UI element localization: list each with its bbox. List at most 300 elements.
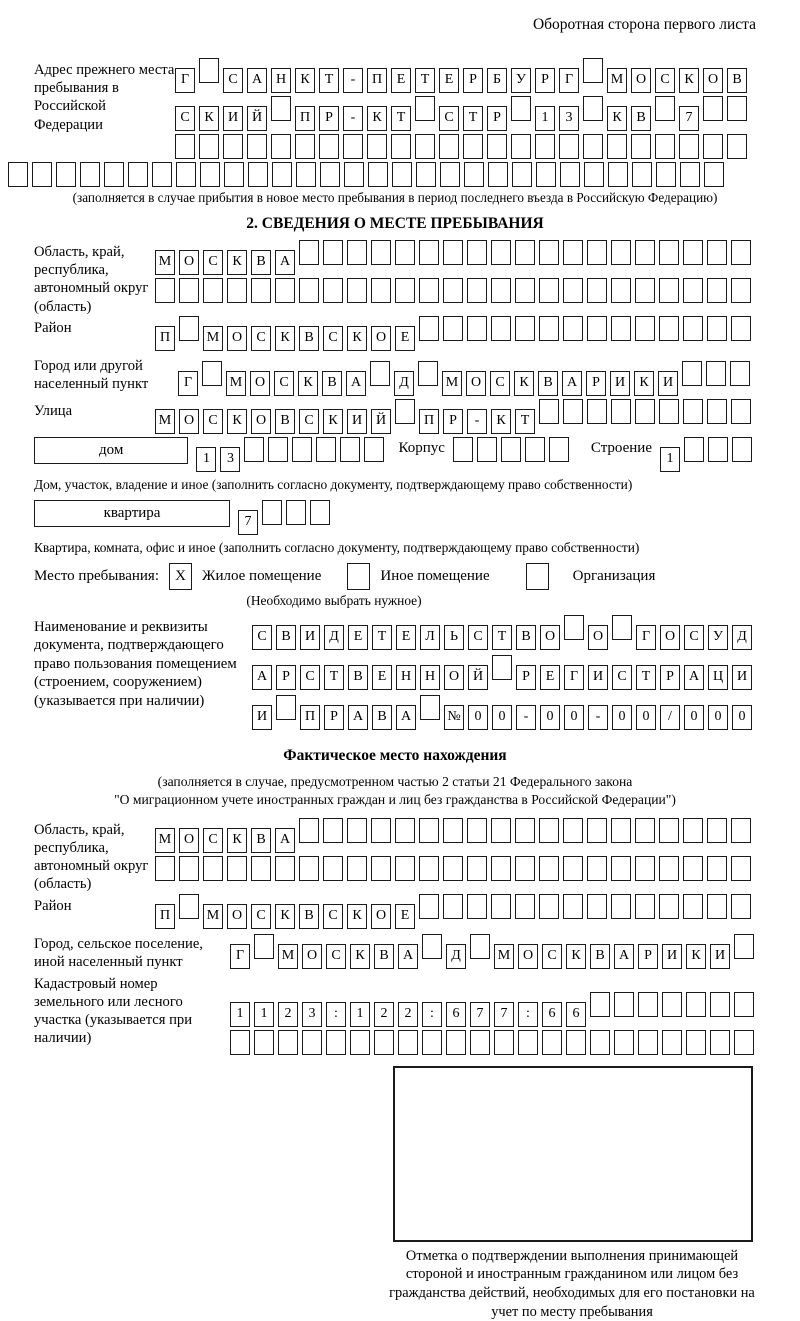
char-cell[interactable] (340, 437, 360, 462)
char-cell[interactable] (515, 856, 535, 881)
char-cell[interactable]: В (299, 904, 319, 929)
char-cell[interactable] (682, 361, 702, 386)
char-cell[interactable] (251, 856, 271, 881)
char-cell[interactable]: Д (324, 625, 344, 650)
char-cell[interactable]: 1 (535, 106, 555, 131)
char-cell[interactable]: Т (391, 106, 411, 131)
char-cell[interactable]: В (348, 665, 368, 690)
char-cell[interactable] (299, 240, 319, 265)
char-cell[interactable]: А (275, 828, 295, 853)
char-cell[interactable] (223, 134, 243, 159)
char-cell[interactable]: О (703, 68, 723, 93)
char-cell[interactable]: И (347, 409, 367, 434)
char-cell[interactable] (347, 856, 367, 881)
char-cell[interactable] (227, 856, 247, 881)
char-cell[interactable] (539, 894, 559, 919)
char-cell[interactable] (395, 278, 415, 303)
char-cell[interactable] (707, 240, 727, 265)
char-cell[interactable] (731, 278, 751, 303)
char-cell[interactable]: Т (415, 68, 435, 93)
char-cell[interactable]: И (658, 371, 678, 396)
char-cell[interactable] (587, 240, 607, 265)
char-cell[interactable]: А (398, 944, 418, 969)
char-cell[interactable] (734, 934, 754, 959)
char-cell[interactable] (199, 58, 219, 83)
char-cell[interactable] (176, 162, 196, 187)
char-cell[interactable] (611, 818, 631, 843)
char-cell[interactable]: Й (371, 409, 391, 434)
char-cell[interactable] (371, 818, 391, 843)
char-cell[interactable]: С (542, 944, 562, 969)
char-cell[interactable]: К (566, 944, 586, 969)
char-cell[interactable] (326, 1030, 346, 1055)
char-cell[interactable]: 0 (684, 705, 704, 730)
char-cell[interactable]: 1 (660, 447, 680, 472)
char-cell[interactable]: : (518, 1002, 538, 1027)
char-cell[interactable] (731, 818, 751, 843)
char-cell[interactable]: 0 (540, 705, 560, 730)
char-cell[interactable]: Р (319, 106, 339, 131)
char-cell[interactable] (706, 361, 726, 386)
char-cell[interactable]: : (422, 1002, 442, 1027)
char-cell[interactable]: В (727, 68, 747, 93)
char-cell[interactable]: Ц (708, 665, 728, 690)
char-cell[interactable]: - (588, 705, 608, 730)
char-cell[interactable]: Д (446, 944, 466, 969)
char-cell[interactable] (179, 894, 199, 919)
char-cell[interactable]: С (323, 904, 343, 929)
char-cell[interactable]: П (155, 326, 175, 351)
char-cell[interactable]: Е (540, 665, 560, 690)
char-cell[interactable] (310, 500, 330, 525)
char-cell[interactable]: С (203, 409, 223, 434)
char-cell[interactable] (492, 655, 512, 680)
char-cell[interactable]: Е (395, 904, 415, 929)
char-cell[interactable]: Г (178, 371, 198, 396)
char-cell[interactable]: К (295, 68, 315, 93)
char-cell[interactable] (511, 134, 531, 159)
char-cell[interactable]: Й (468, 665, 488, 690)
char-cell[interactable] (443, 278, 463, 303)
char-cell[interactable] (343, 134, 363, 159)
char-cell[interactable]: В (590, 944, 610, 969)
char-cell[interactable]: К (634, 371, 654, 396)
char-cell[interactable]: Г (230, 944, 250, 969)
char-cell[interactable]: Р (535, 68, 555, 93)
char-cell[interactable]: Е (396, 625, 416, 650)
char-cell[interactable] (564, 615, 584, 640)
char-cell[interactable] (347, 818, 367, 843)
char-cell[interactable] (515, 818, 535, 843)
char-cell[interactable] (731, 399, 751, 424)
char-cell[interactable]: С (251, 904, 271, 929)
char-cell[interactable] (420, 695, 440, 720)
char-cell[interactable] (371, 240, 391, 265)
char-cell[interactable]: С (684, 625, 704, 650)
char-cell[interactable]: И (588, 665, 608, 690)
char-cell[interactable] (422, 934, 442, 959)
char-cell[interactable]: Е (348, 625, 368, 650)
char-cell[interactable]: К (347, 904, 367, 929)
char-cell[interactable] (275, 856, 295, 881)
char-cell[interactable]: К (227, 409, 247, 434)
char-cell[interactable] (316, 437, 336, 462)
char-cell[interactable] (323, 240, 343, 265)
char-cell[interactable]: 3 (559, 106, 579, 131)
char-cell[interactable] (539, 856, 559, 881)
char-cell[interactable] (344, 162, 364, 187)
char-cell[interactable] (251, 278, 271, 303)
char-cell[interactable]: Е (439, 68, 459, 93)
char-cell[interactable] (8, 162, 28, 187)
char-cell[interactable] (536, 162, 556, 187)
char-cell[interactable] (684, 437, 704, 462)
char-cell[interactable] (686, 992, 706, 1017)
char-cell[interactable]: 6 (446, 1002, 466, 1027)
char-cell[interactable]: И (252, 705, 272, 730)
char-cell[interactable]: К (227, 828, 247, 853)
checkbox-organization[interactable] (526, 563, 549, 590)
char-cell[interactable] (491, 240, 511, 265)
char-cell[interactable] (659, 856, 679, 881)
char-cell[interactable]: Е (372, 665, 392, 690)
char-cell[interactable] (683, 316, 703, 341)
char-cell[interactable] (611, 240, 631, 265)
char-cell[interactable]: Д (732, 625, 752, 650)
char-cell[interactable]: О (631, 68, 651, 93)
char-cell[interactable] (374, 1030, 394, 1055)
char-cell[interactable] (395, 240, 415, 265)
char-cell[interactable] (443, 818, 463, 843)
char-cell[interactable]: 1 (196, 447, 216, 472)
char-cell[interactable] (200, 162, 220, 187)
char-cell[interactable] (488, 162, 508, 187)
char-cell[interactable] (708, 437, 728, 462)
char-cell[interactable]: А (684, 665, 704, 690)
char-cell[interactable]: М (203, 904, 223, 929)
char-cell[interactable] (419, 316, 439, 341)
char-cell[interactable] (587, 399, 607, 424)
char-cell[interactable]: У (511, 68, 531, 93)
char-cell[interactable] (703, 96, 723, 121)
char-cell[interactable] (323, 818, 343, 843)
char-cell[interactable]: 7 (470, 1002, 490, 1027)
char-cell[interactable] (707, 818, 727, 843)
char-cell[interactable] (395, 856, 415, 881)
char-cell[interactable] (525, 437, 545, 462)
char-cell[interactable] (453, 437, 473, 462)
char-cell[interactable]: Н (396, 665, 416, 690)
char-cell[interactable] (227, 278, 247, 303)
char-cell[interactable]: С (300, 665, 320, 690)
char-cell[interactable] (635, 399, 655, 424)
char-cell[interactable] (319, 134, 339, 159)
char-cell[interactable] (611, 278, 631, 303)
char-cell[interactable] (491, 278, 511, 303)
char-cell[interactable] (292, 437, 312, 462)
char-cell[interactable]: И (732, 665, 752, 690)
char-cell[interactable]: К (350, 944, 370, 969)
char-cell[interactable] (230, 1030, 250, 1055)
char-cell[interactable]: О (518, 944, 538, 969)
char-cell[interactable] (515, 240, 535, 265)
char-cell[interactable]: В (374, 944, 394, 969)
char-cell[interactable] (707, 316, 727, 341)
char-cell[interactable]: М (278, 944, 298, 969)
char-cell[interactable] (368, 162, 388, 187)
char-cell[interactable]: 1 (230, 1002, 250, 1027)
char-cell[interactable] (710, 992, 730, 1017)
char-cell[interactable]: Н (420, 665, 440, 690)
char-cell[interactable]: 0 (564, 705, 584, 730)
char-cell[interactable]: О (227, 326, 247, 351)
char-cell[interactable]: С (323, 326, 343, 351)
char-cell[interactable] (727, 96, 747, 121)
char-cell[interactable]: 3 (220, 447, 240, 472)
char-cell[interactable] (518, 1030, 538, 1055)
char-cell[interactable]: 7 (238, 510, 258, 535)
char-cell[interactable] (179, 316, 199, 341)
char-cell[interactable] (614, 1030, 634, 1055)
char-cell[interactable]: К (298, 371, 318, 396)
char-cell[interactable] (278, 1030, 298, 1055)
char-cell[interactable] (563, 316, 583, 341)
char-cell[interactable] (659, 399, 679, 424)
char-cell[interactable]: А (275, 250, 295, 275)
char-cell[interactable] (271, 96, 291, 121)
char-cell[interactable] (662, 992, 682, 1017)
char-cell[interactable]: 0 (732, 705, 752, 730)
char-cell[interactable] (683, 240, 703, 265)
char-cell[interactable] (440, 162, 460, 187)
char-cell[interactable]: А (247, 68, 267, 93)
char-cell[interactable]: - (343, 106, 363, 131)
char-cell[interactable] (422, 1030, 442, 1055)
char-cell[interactable] (371, 856, 391, 881)
char-cell[interactable] (542, 1030, 562, 1055)
char-cell[interactable] (732, 437, 752, 462)
char-cell[interactable] (707, 399, 727, 424)
char-cell[interactable] (296, 162, 316, 187)
char-cell[interactable] (104, 162, 124, 187)
char-cell[interactable] (638, 1030, 658, 1055)
char-cell[interactable] (155, 278, 175, 303)
char-cell[interactable]: О (251, 409, 271, 434)
char-cell[interactable]: К (491, 409, 511, 434)
char-cell[interactable]: Р (276, 665, 296, 690)
char-cell[interactable] (656, 162, 676, 187)
char-cell[interactable] (275, 278, 295, 303)
char-cell[interactable] (635, 818, 655, 843)
char-cell[interactable]: С (274, 371, 294, 396)
char-cell[interactable]: С (326, 944, 346, 969)
char-cell[interactable]: О (540, 625, 560, 650)
char-cell[interactable] (80, 162, 100, 187)
char-cell[interactable] (563, 894, 583, 919)
char-cell[interactable]: К (607, 106, 627, 131)
char-cell[interactable]: Е (395, 326, 415, 351)
apartment-type-box[interactable]: квартира (34, 500, 230, 527)
char-cell[interactable]: В (516, 625, 536, 650)
char-cell[interactable] (467, 316, 487, 341)
char-cell[interactable] (398, 1030, 418, 1055)
char-cell[interactable] (494, 1030, 514, 1055)
char-cell[interactable]: О (179, 828, 199, 853)
char-cell[interactable] (583, 134, 603, 159)
char-cell[interactable]: А (346, 371, 366, 396)
char-cell[interactable]: 6 (542, 1002, 562, 1027)
char-cell[interactable]: В (276, 625, 296, 650)
char-cell[interactable] (632, 162, 652, 187)
char-cell[interactable] (539, 818, 559, 843)
char-cell[interactable] (286, 500, 306, 525)
char-cell[interactable]: О (371, 904, 391, 929)
char-cell[interactable]: 3 (302, 1002, 322, 1027)
char-cell[interactable] (418, 361, 438, 386)
char-cell[interactable] (179, 278, 199, 303)
char-cell[interactable] (491, 856, 511, 881)
char-cell[interactable]: 2 (278, 1002, 298, 1027)
char-cell[interactable] (611, 316, 631, 341)
char-cell[interactable]: Т (515, 409, 535, 434)
char-cell[interactable]: Т (636, 665, 656, 690)
char-cell[interactable]: Й (247, 106, 267, 131)
char-cell[interactable] (299, 278, 319, 303)
char-cell[interactable] (631, 134, 651, 159)
char-cell[interactable]: П (367, 68, 387, 93)
char-cell[interactable] (155, 856, 175, 881)
char-cell[interactable] (350, 1030, 370, 1055)
char-cell[interactable]: Д (394, 371, 414, 396)
char-cell[interactable]: Е (391, 68, 411, 93)
char-cell[interactable] (419, 240, 439, 265)
char-cell[interactable] (683, 818, 703, 843)
char-cell[interactable] (515, 894, 535, 919)
char-cell[interactable]: К (686, 944, 706, 969)
char-cell[interactable] (635, 278, 655, 303)
char-cell[interactable]: В (538, 371, 558, 396)
char-cell[interactable] (487, 134, 507, 159)
char-cell[interactable] (248, 162, 268, 187)
char-cell[interactable]: Г (636, 625, 656, 650)
char-cell[interactable] (659, 278, 679, 303)
char-cell[interactable]: И (662, 944, 682, 969)
checkbox-residential[interactable]: X (169, 563, 192, 590)
char-cell[interactable]: : (326, 1002, 346, 1027)
char-cell[interactable]: И (223, 106, 243, 131)
char-cell[interactable] (443, 316, 463, 341)
char-cell[interactable] (707, 856, 727, 881)
char-cell[interactable] (302, 1030, 322, 1055)
char-cell[interactable]: Н (271, 68, 291, 93)
char-cell[interactable] (199, 134, 219, 159)
char-cell[interactable]: Г (175, 68, 195, 93)
char-cell[interactable] (467, 856, 487, 881)
char-cell[interactable]: 0 (708, 705, 728, 730)
char-cell[interactable] (501, 437, 521, 462)
char-cell[interactable] (607, 134, 627, 159)
char-cell[interactable] (395, 818, 415, 843)
char-cell[interactable] (563, 856, 583, 881)
char-cell[interactable] (683, 894, 703, 919)
char-cell[interactable] (254, 934, 274, 959)
char-cell[interactable]: О (302, 944, 322, 969)
char-cell[interactable] (179, 856, 199, 881)
char-cell[interactable]: О (250, 371, 270, 396)
char-cell[interactable] (730, 361, 750, 386)
char-cell[interactable]: 2 (374, 1002, 394, 1027)
char-cell[interactable] (56, 162, 76, 187)
char-cell[interactable]: Т (372, 625, 392, 650)
char-cell[interactable] (512, 162, 532, 187)
char-cell[interactable] (419, 278, 439, 303)
char-cell[interactable]: П (419, 409, 439, 434)
char-cell[interactable] (416, 162, 436, 187)
char-cell[interactable] (587, 278, 607, 303)
char-cell[interactable]: А (252, 665, 272, 690)
char-cell[interactable]: С (655, 68, 675, 93)
char-cell[interactable]: М (607, 68, 627, 93)
char-cell[interactable] (464, 162, 484, 187)
char-cell[interactable]: М (155, 250, 175, 275)
char-cell[interactable] (662, 1030, 682, 1055)
char-cell[interactable]: К (275, 326, 295, 351)
char-cell[interactable]: С (490, 371, 510, 396)
char-cell[interactable] (491, 316, 511, 341)
char-cell[interactable] (679, 134, 699, 159)
char-cell[interactable]: - (467, 409, 487, 434)
char-cell[interactable]: К (275, 904, 295, 929)
char-cell[interactable] (731, 240, 751, 265)
char-cell[interactable]: Г (559, 68, 579, 93)
char-cell[interactable]: А (348, 705, 368, 730)
char-cell[interactable] (244, 437, 264, 462)
char-cell[interactable] (203, 278, 223, 303)
char-cell[interactable] (614, 992, 634, 1017)
char-cell[interactable]: 7 (494, 1002, 514, 1027)
char-cell[interactable] (262, 500, 282, 525)
char-cell[interactable] (635, 856, 655, 881)
char-cell[interactable] (707, 278, 727, 303)
char-cell[interactable]: У (708, 625, 728, 650)
char-cell[interactable] (539, 278, 559, 303)
char-cell[interactable]: В (631, 106, 651, 131)
char-cell[interactable]: П (300, 705, 320, 730)
char-cell[interactable]: С (223, 68, 243, 93)
char-cell[interactable] (587, 894, 607, 919)
char-cell[interactable]: П (155, 904, 175, 929)
char-cell[interactable]: С (439, 106, 459, 131)
char-cell[interactable] (635, 894, 655, 919)
char-cell[interactable] (439, 134, 459, 159)
char-cell[interactable] (590, 1030, 610, 1055)
char-cell[interactable] (608, 162, 628, 187)
char-cell[interactable]: М (226, 371, 246, 396)
char-cell[interactable]: П (295, 106, 315, 131)
char-cell[interactable]: Р (463, 68, 483, 93)
char-cell[interactable] (419, 894, 439, 919)
char-cell[interactable] (395, 399, 415, 424)
house-type-box[interactable]: дом (34, 437, 188, 464)
char-cell[interactable]: 0 (492, 705, 512, 730)
char-cell[interactable]: К (367, 106, 387, 131)
char-cell[interactable] (467, 894, 487, 919)
char-cell[interactable] (635, 316, 655, 341)
char-cell[interactable] (323, 856, 343, 881)
char-cell[interactable] (587, 316, 607, 341)
char-cell[interactable] (467, 818, 487, 843)
char-cell[interactable] (320, 162, 340, 187)
